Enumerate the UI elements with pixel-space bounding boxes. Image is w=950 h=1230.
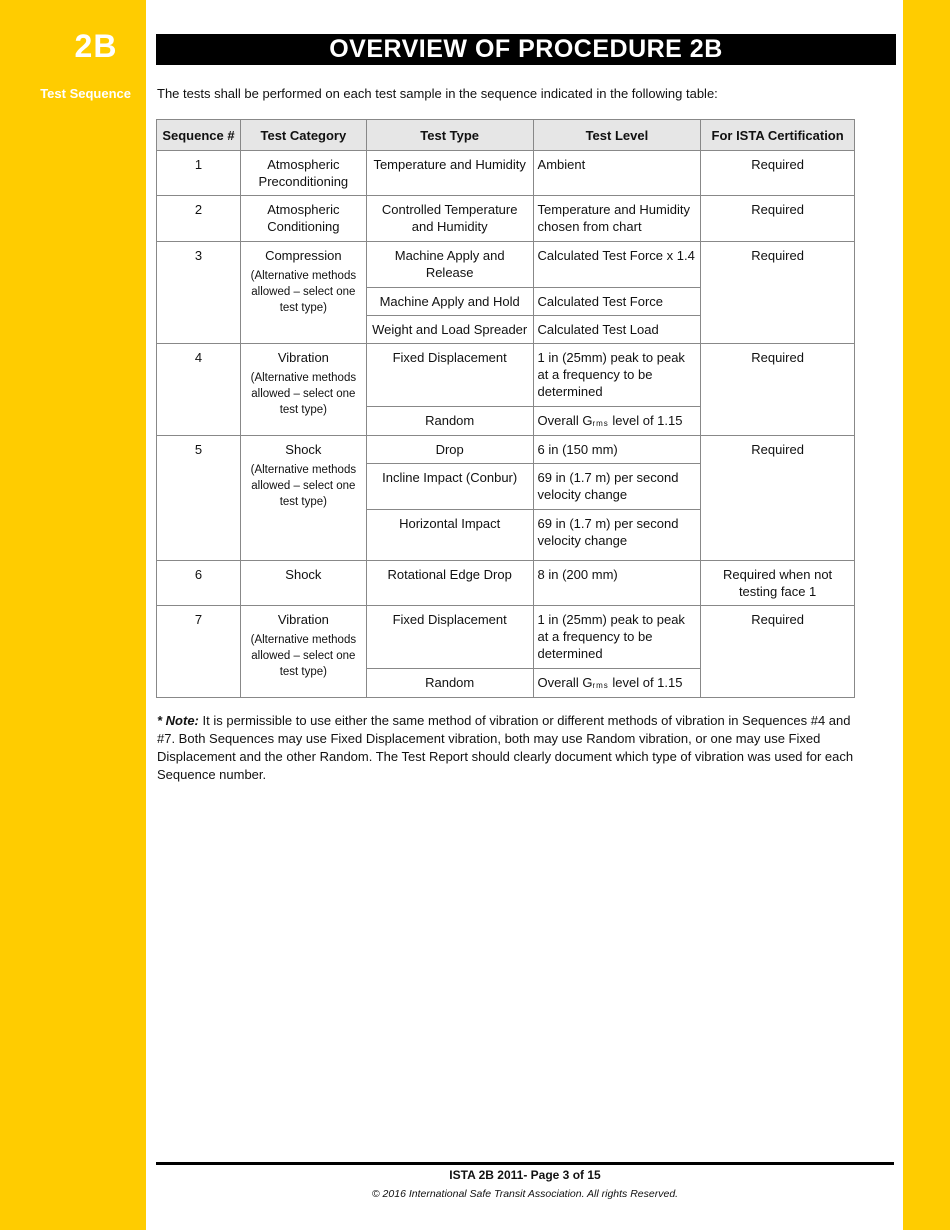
page-title: OVERVIEW OF PROCEDURE 2B	[156, 34, 896, 65]
level-cell: Calculated Test Force	[533, 288, 701, 316]
alternative-note: (Alternative methods allowed – select one test type)	[250, 634, 357, 678]
level-cell: 69 in (1.7 m) per second velocity change	[533, 464, 701, 510]
table-row	[157, 344, 855, 407]
cert-cell: Required when not testing face 1	[701, 561, 855, 606]
alternative-note: (Alternative methods allowed – select one test type)	[250, 270, 357, 314]
table-row	[157, 242, 855, 288]
cert-cell: Required	[701, 436, 855, 561]
seq-cell: 3	[157, 242, 241, 344]
type-cell: Random	[366, 407, 533, 436]
category-cell	[240, 606, 366, 698]
category-name: Shock	[285, 442, 322, 457]
header-type: Test Type	[366, 120, 533, 151]
procedure-code: 2B	[74, 28, 118, 64]
seq-cell: 5	[157, 436, 241, 561]
level-cell: Ambient	[533, 151, 701, 196]
type-cell: Controlled Temperature and Humidity	[366, 196, 533, 242]
category-name: Vibration	[277, 612, 329, 627]
type-cell: Machine Apply and Hold	[366, 288, 533, 316]
cert-cell: Required	[701, 344, 855, 436]
category-cell: Shock	[240, 561, 366, 606]
table-header-row	[157, 120, 855, 151]
footer-copyright: © 2016 International Safe Transit Association. All rights Reserved.	[371, 1188, 679, 1200]
category-name: Vibration	[277, 350, 329, 365]
alternative-note: (Alternative methods allowed – select one test type)	[250, 464, 357, 508]
seq-cell: 2	[157, 196, 241, 242]
left-sidebar	[0, 0, 146, 1230]
table-row	[157, 561, 855, 606]
type-cell: Weight and Load Spreader	[366, 316, 533, 344]
type-cell: Random	[366, 669, 533, 698]
level-cell: Calculated Test Load	[533, 316, 701, 344]
alternative-note: (Alternative methods allowed – select one test type)	[250, 372, 357, 416]
category-name: Compression	[265, 248, 342, 263]
seq-cell: 7	[157, 606, 241, 698]
cert-cell: Required	[701, 606, 855, 698]
cert-cell: Required	[701, 242, 855, 344]
type-cell: Incline Impact (Conbur)	[366, 464, 533, 510]
level-cell: 8 in (200 mm)	[533, 561, 701, 606]
level-cell: Temperature and Humidity chosen from chart	[533, 196, 701, 242]
category-cell: Atmospheric Preconditioning	[240, 151, 366, 196]
vibration-note	[157, 712, 857, 784]
footer-page-number: ISTA 2B 2011- Page 3 of 15	[449, 1168, 601, 1182]
category-cell	[240, 436, 366, 561]
test-sequence-table	[156, 119, 855, 698]
type-cell: Fixed Displacement	[366, 344, 533, 407]
table-row	[157, 151, 855, 196]
rms-subscript: rms	[592, 419, 609, 428]
cert-cell: Required	[701, 151, 855, 196]
category-cell	[240, 242, 366, 344]
type-cell: Temperature and Humidity	[366, 151, 533, 196]
type-cell: Horizontal Impact	[366, 510, 533, 561]
seq-cell: 1	[157, 151, 241, 196]
category-cell: Atmospheric Conditioning	[240, 196, 366, 242]
header-sequence: Sequence #	[157, 120, 241, 151]
footer-divider	[156, 1162, 894, 1165]
level-cell: Overall Grms level of 1.15	[533, 669, 701, 698]
seq-cell: 6	[157, 561, 241, 606]
section-label: Test Sequence	[40, 86, 131, 101]
note-text: It is permissible to use either the same method of vibration or different methods of vibration in Sequences #4 and #7. Both Sequences may use Fixed Displacement vibration, both may use Random vibration, or one may use Fixed Displacement and the other Random. The Test Report should clearly document which type of vibration was used for each Sequence number.	[157, 713, 854, 782]
header-level: Test Level	[533, 120, 701, 151]
table-row	[157, 606, 855, 669]
header-category: Test Category	[240, 120, 366, 151]
level-cell: 69 in (1.7 m) per second velocity change	[533, 510, 701, 561]
right-sidebar	[903, 0, 950, 1230]
level-cell: Calculated Test Force x 1.4	[533, 242, 701, 288]
type-cell: Rotational Edge Drop	[366, 561, 533, 606]
level-cell: 6 in (150 mm)	[533, 436, 701, 464]
table-row	[157, 196, 855, 242]
table-row	[157, 436, 855, 464]
rms-subscript: rms	[592, 681, 609, 690]
seq-cell: 4	[157, 344, 241, 436]
header-certification: For ISTA Certification	[701, 120, 855, 151]
cert-cell: Required	[701, 196, 855, 242]
intro-text: The tests shall be performed on each test sample in the sequence indicated in the following table:	[157, 86, 718, 101]
category-cell	[240, 344, 366, 436]
type-cell: Fixed Displacement	[366, 606, 533, 669]
level-cell: 1 in (25mm) peak to peak at a frequency to be determined	[533, 344, 701, 407]
type-cell: Drop	[366, 436, 533, 464]
level-cell: 1 in (25mm) peak to peak at a frequency to be determined	[533, 606, 701, 669]
note-label: * Note:	[157, 713, 199, 728]
type-cell: Machine Apply and Release	[366, 242, 533, 288]
level-cell: Overall Grms level of 1.15	[533, 407, 701, 436]
